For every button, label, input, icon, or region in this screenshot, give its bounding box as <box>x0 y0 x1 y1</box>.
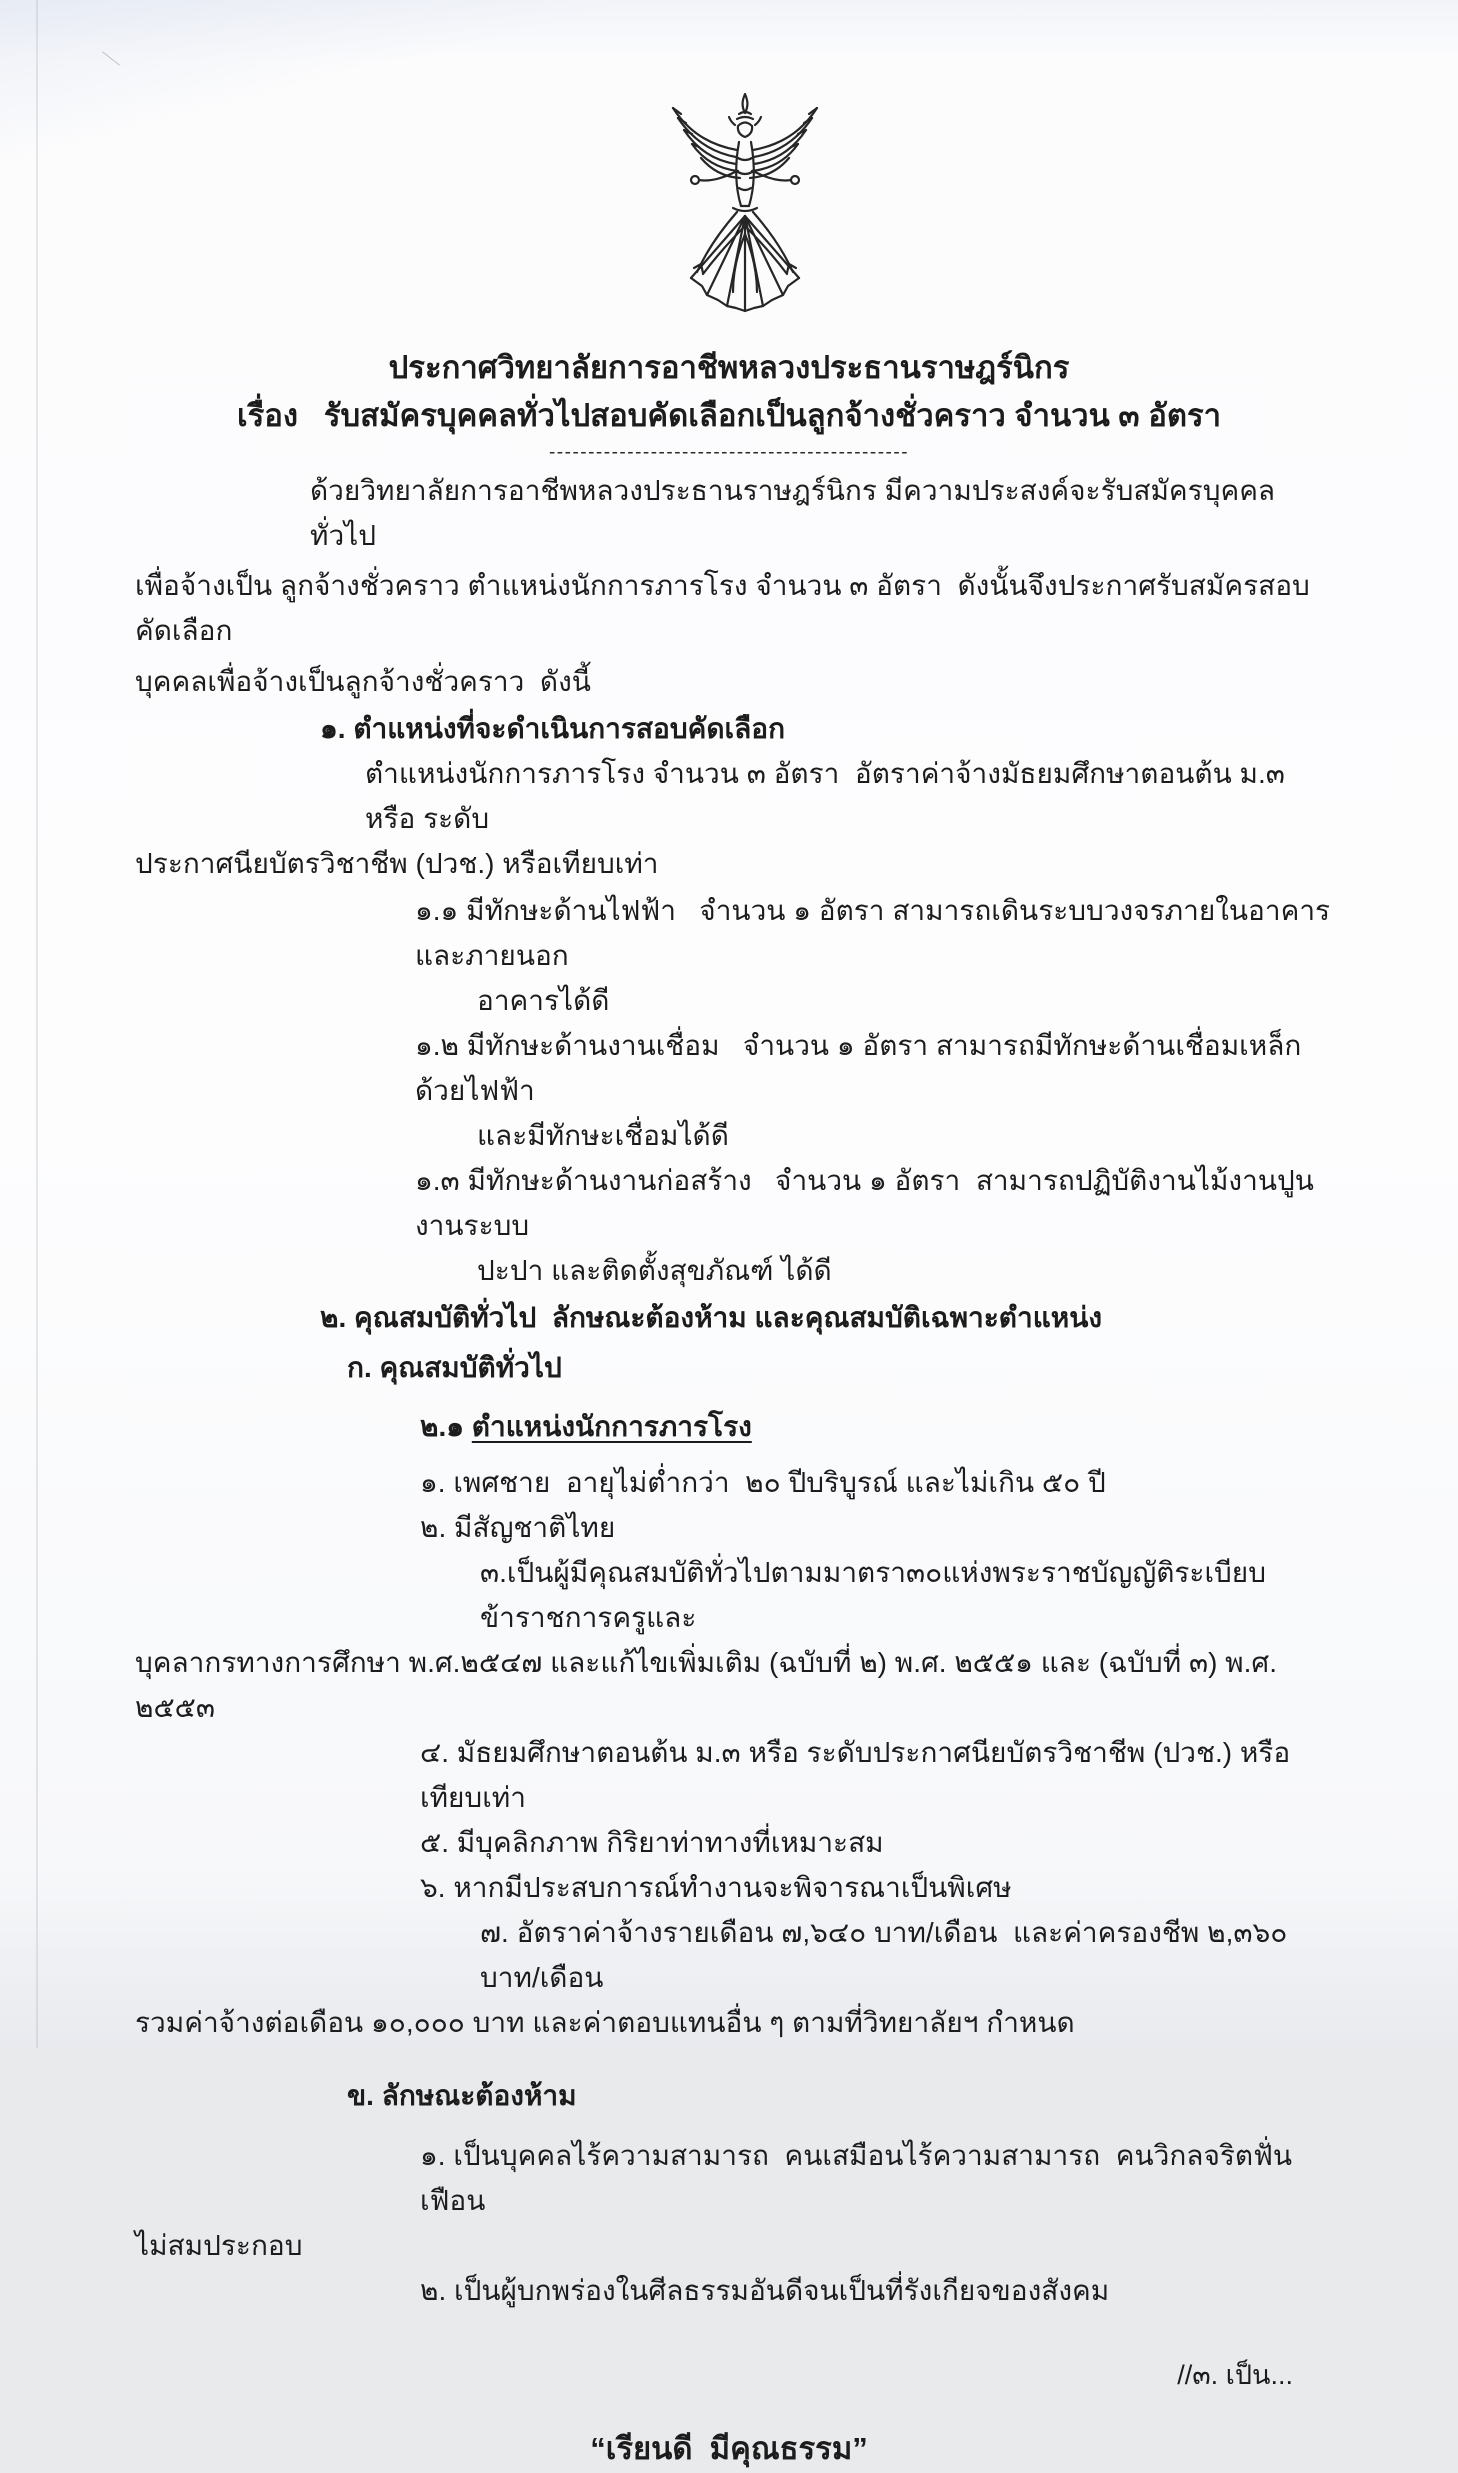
doc-line: ๑. เพศชาย อายุไม่ต่ำกว่า ๒๐ ปีบริบูรณ์ และไม่เกิน ๕๐ ปี <box>420 1467 1106 1498</box>
doc-line: ๒. เป็นผู้บกพร่องในศีลธรรมอันดีจนเป็นที่รังเกียจของสังคม <box>420 2275 1110 2306</box>
doc-line: ๓.เป็นผู้มีคุณสมบัติทั่วไปตามมาตรา๓๐แห่งพระราชบัญญัติระเบียบข้าราชการครูและ <box>480 1557 1266 1633</box>
doc-line: ๒. มีสัญชาติไทย <box>420 1512 616 1543</box>
doc-line: ๑.๒ มีทักษะด้านงานเชื่อม จำนวน ๑ อัตรา สามารถมีทักษะด้านเชื่อมเหล็กด้วยไฟฟ้า <box>415 1030 1302 1106</box>
doc-line: ๑. เป็นบุคคลไร้ความสามารถ คนเสมือนไร้ความสามารถ คนวิกลจริตฟั่นเฟือน <box>420 2140 1293 2216</box>
doc-line: ๔. มัธยมศึกษาตอนต้น ม.๓ หรือ ระดับประกาศนียบัตรวิชาชีพ (ปวช.) หรือเทียบเท่า <box>420 1737 1291 1813</box>
announcement-title: ประกาศวิทยาลัยการอาชีพหลวงประธานราษฎร์นิกร <box>388 350 1070 385</box>
doc-line-underlined-text: ตำแหน่งนักการภารโรง <box>471 1411 752 1442</box>
doc-line: ๑. ตำแหน่งที่จะดำเนินการสอบคัดเลือก <box>320 713 786 744</box>
doc-line: อาคารได้ดี <box>477 985 610 1016</box>
doc-line: ๗. อัตราค่าจ้างรายเดือน ๗,๖๔๐ บาท/เดือน และค่าครองชีพ ๒,๓๖๐ บาท/เดือน <box>480 1917 1296 1993</box>
doc-line: ไม่สมประกอบ <box>135 2230 303 2261</box>
doc-line: ๒. คุณสมบัติทั่วไป ลักษณะต้องห้าม และคุณสมบัติเฉพาะตำแหน่ง <box>320 1302 1103 1333</box>
doc-line <box>420 1404 1338 1449</box>
doc-line: ตำแหน่งนักการภารโรง จำนวน ๓ อัตรา อัตราค่าจ้างมัธยมศึกษาตอนต้น ม.๓ หรือ ระดับ <box>365 758 1293 834</box>
doc-line: ๕. มีบุคลิกภาพ กิริยาท่าทางที่เหมาะสม <box>420 1827 884 1858</box>
announcement-subject: เรื่อง รับสมัครบุคคลทั่วไปสอบคัดเลือกเป็นลูกจ้างชั่วคราว จำนวน ๓ อัตรา <box>236 398 1222 433</box>
dashed-divider: ---------------------------------------------- <box>548 442 910 463</box>
garuda-emblem-icon <box>645 92 845 332</box>
doc-line: ข. ลักษณะต้องห้าม <box>347 2080 577 2111</box>
doc-line: ประกาศนียบัตรวิชาชีพ (ปวช.) หรือเทียบเท่า <box>135 848 659 879</box>
doc-line: รวมค่าจ้างต่อเดือน ๑๐,๐๐๐ บาท และค่าตอบแทนอื่น ๆ ตามที่วิทยาลัยฯ กำหนด <box>135 2007 1075 2038</box>
doc-line: ปะปา และติดตั้งสุขภัณฑ์ ได้ดี <box>477 1255 832 1286</box>
doc-line: ด้วยวิทยาลัยการอาชีพหลวงประธานราษฎร์นิกร มีความประสงค์จะรับสมัครบุคคลทั่วไป <box>310 475 1276 551</box>
doc-line: ก. คุณสมบัติทั่วไป <box>347 1352 562 1383</box>
doc-line: ๑.๓ มีทักษะด้านงานก่อสร้าง จำนวน ๑ อัตรา สามารถปฏิบัติงานไม้งานปูน งานระบบ <box>415 1165 1322 1241</box>
doc-line: บุคลากรทางการศึกษา พ.ศ.๒๕๔๗ และแก้ไขเพิ่มเติม (ฉบับที่ ๒) พ.ศ. ๒๕๕๑ และ (ฉบับที่ ๓) พ.ศ. ๒๕๕๓ <box>135 1647 1285 1723</box>
doc-line: เพื่อจ้างเป็น ลูกจ้างชั่วคราว ตำแหน่งนักการภารโรง จำนวน ๓ อัตรา ดังนั้นจึงประกาศรับสมัครสอบคัดเลือก <box>135 570 1310 646</box>
page-continuation-mark: //๓. เป็น... <box>1177 2360 1293 2390</box>
doc-line: บุคคลเพื่อจ้างเป็นลูกจ้างชั่วคราว ดังนี้ <box>135 666 591 697</box>
doc-line: ๑.๑ มีทักษะด้านไฟฟ้า จำนวน ๑ อัตรา สามารถเดินระบบวงจรภายในอาคาร และภายนอก <box>415 895 1338 971</box>
document-body <box>0 468 1458 2473</box>
college-motto: “เรียนดี มีคุณธรรม” <box>590 2431 868 2466</box>
doc-line-prefix: ๒.๑ <box>420 1411 472 1442</box>
doc-line: และมีทักษะเชื่อมได้ดี <box>477 1120 729 1151</box>
scan-artifact <box>102 51 120 65</box>
doc-line: ๖. หากมีประสบการณ์ทำงานจะพิจารณาเป็นพิเศษ <box>420 1872 1012 1903</box>
